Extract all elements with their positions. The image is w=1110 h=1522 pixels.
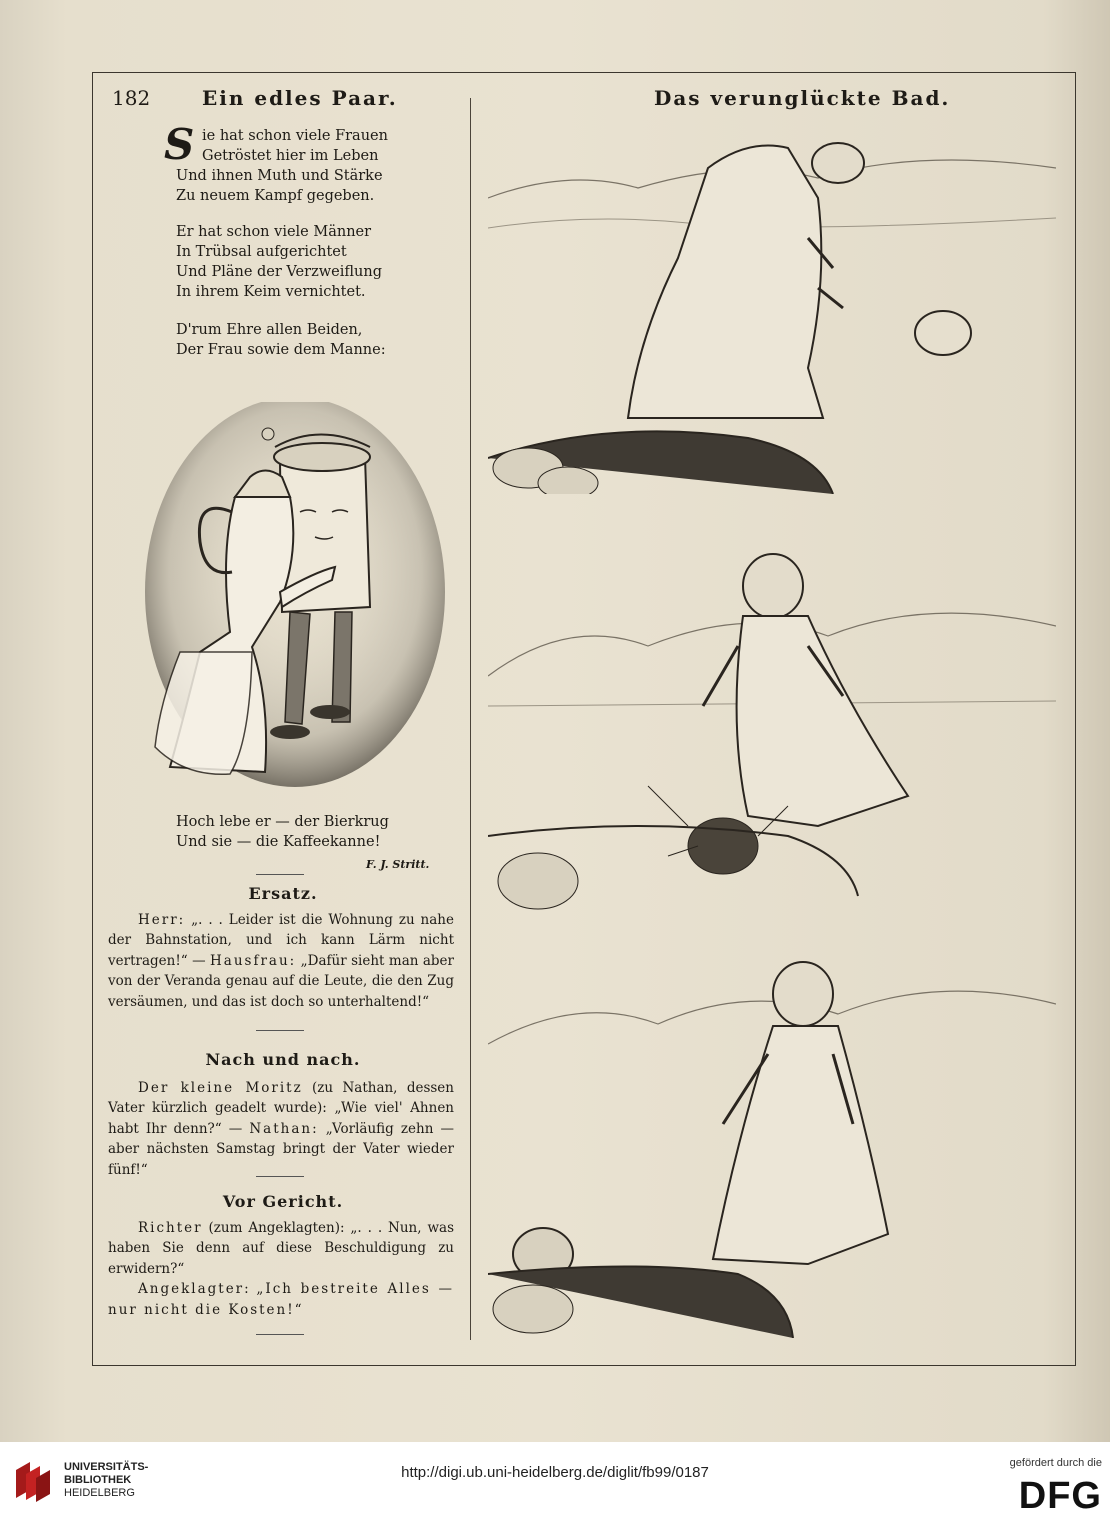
cartoon-panel-2-dog-splashing	[488, 526, 1056, 916]
poem-line: Der Frau sowie dem Manne:	[176, 342, 386, 358]
funded-by-label: gefördert durch die	[1009, 1457, 1102, 1469]
fountain-rock	[493, 1285, 573, 1333]
dialogue-text: (zu Nathan, dessen Vater kürzlich geadelt wurde): „Wie viel' Ahnen habt Ihr denn?“ —	[108, 1080, 454, 1137]
poem-line: In ihrem Keim vernichtet.	[176, 284, 366, 300]
cartoon-panel-3-woman-and-wet-dog	[488, 934, 1056, 1338]
speaker-label: Der kleine Moritz	[138, 1080, 303, 1096]
source-url[interactable]: http://digi.ub.uni-heidelberg.de/diglit/fb99/0187	[401, 1464, 709, 1481]
section-text-nach-und-nach	[108, 1078, 454, 1180]
speaker-label: Richter	[138, 1220, 203, 1236]
speaker-label: Angeklagter:	[138, 1281, 251, 1298]
section-heading-nach-und-nach: Nach und nach.	[205, 1050, 361, 1069]
section-text-ersatz	[108, 910, 454, 1012]
section-heading-vor-gericht: Vor Gericht.	[222, 1192, 344, 1211]
section-text-vor-gericht	[108, 1218, 454, 1320]
speaker-label: Herr:	[138, 912, 186, 928]
section-heading-ersatz: Ersatz.	[248, 884, 318, 903]
library-name-line: UNIVERSITÄTS-	[64, 1461, 149, 1473]
woman-bonnet	[812, 143, 864, 183]
poem-line: Er hat schon viele Männer	[176, 224, 372, 240]
beer-stein-coffee-pot-illustration	[140, 402, 450, 798]
library-name-line: HEIDELBERG	[64, 1487, 135, 1499]
separator-rule	[256, 1030, 304, 1031]
woman-coat	[628, 146, 823, 419]
stein-lid	[274, 443, 370, 471]
poem-line: D'rum Ehre allen Beiden,	[176, 322, 363, 338]
cartoon-panel-1-woman-bending-dog	[488, 118, 1056, 494]
column-divider	[470, 98, 471, 1340]
library-name-line: BIBLIOTHEK	[64, 1474, 132, 1486]
dfg-logo: DFG	[1018, 1475, 1102, 1517]
speaker-label: Hausfrau:	[210, 952, 297, 969]
poem-line: Zu neuem Kampf gegeben.	[176, 188, 375, 204]
footer-bar	[0, 1442, 1110, 1522]
poem-stanza-1b	[176, 166, 383, 206]
poem-line: Getröstet hier im Leben	[202, 148, 379, 164]
stein-shoe	[310, 705, 350, 719]
illustration-signature: F. J. Stritt.	[366, 858, 430, 871]
poem-line: ie hat schon viele Frauen	[202, 128, 388, 144]
woman-coat	[713, 1026, 888, 1264]
dialogue-text: „Vorläufig zehn — aber nächsten Samstag bringt der Vater wieder fünf!“	[108, 1120, 454, 1178]
separator-rule	[256, 1176, 304, 1177]
small-dog	[915, 311, 971, 355]
stein-shoe	[270, 725, 310, 739]
woman-head	[773, 962, 833, 1026]
dialogue-text: „Ich bestreite Alles — nur nicht die Kosten!“	[108, 1281, 455, 1318]
separator-rule	[256, 1334, 304, 1335]
poem-line: Und ihnen Muth und Stärke	[176, 168, 383, 184]
page-number: 182	[112, 86, 151, 110]
dialogue-text: „. . . Leider ist die Wohnung zu nahe der Bahnstation, und ich kann Lärm nicht vertragen!“ —	[108, 912, 454, 969]
stein-lid-knob	[262, 428, 274, 440]
poem-stanza-2	[176, 222, 382, 302]
caption-line: Hoch lebe er — der Bierkrug	[176, 814, 389, 830]
woman-head	[743, 554, 803, 618]
dialogue-text: (zum Angeklagten): „. . . Nun, was haben Sie denn auf diese Beschuldigung zu erwidern?“	[108, 1220, 454, 1277]
poem-line: In Trübsal aufgerichtet	[176, 244, 347, 260]
poem-line: Und Pläne der Verzweiflung	[176, 264, 382, 280]
woman-coat	[737, 616, 908, 826]
illustration-caption	[176, 812, 389, 852]
dialogue-text: „Dafür sieht man aber von der Veranda genau auf die Leute, die den Zug versäumen, und das ist doch so unterhaltend!“	[108, 952, 454, 1010]
caption-line: Und sie — die Kaffeekanne!	[176, 834, 381, 850]
fountain-rock	[538, 467, 598, 494]
dog-falling	[688, 818, 758, 874]
speaker-label: Nathan:	[249, 1120, 319, 1137]
poem-dropcap: S	[164, 120, 195, 169]
separator-rule	[256, 874, 304, 875]
fountain-rock	[498, 853, 578, 909]
poem-stanza-3	[176, 320, 386, 360]
right-column-title: Das verunglückte Bad.	[654, 86, 951, 110]
left-column-title: Ein edles Paar.	[202, 86, 398, 110]
poem-stanza-1	[202, 126, 388, 166]
